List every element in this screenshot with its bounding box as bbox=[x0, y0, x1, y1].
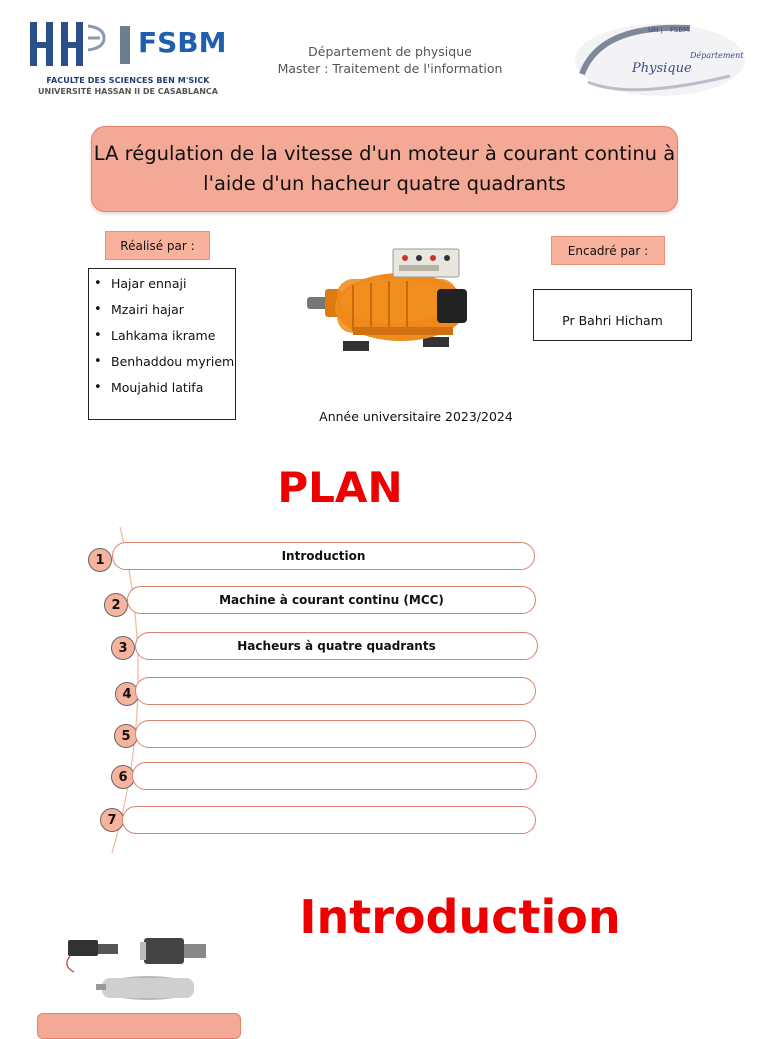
plan-number-badge: 5 bbox=[114, 724, 138, 748]
plan-number-badge: 3 bbox=[111, 636, 135, 660]
plan-item-5[interactable] bbox=[135, 720, 536, 748]
master-line: Master : Traitement de l'information bbox=[277, 61, 503, 76]
supervisor-name: Pr Bahri Hicham bbox=[562, 313, 663, 328]
student-name: • Lahkama ikrame bbox=[111, 323, 235, 349]
logo-divider-bar bbox=[120, 26, 130, 64]
students-list-box bbox=[88, 268, 236, 420]
plan-item-mcc[interactable]: Machine à courant continu (MCC) bbox=[127, 586, 536, 614]
student-name: • Benhaddou myriem bbox=[111, 349, 235, 375]
plan-item-6[interactable] bbox=[132, 762, 537, 790]
logo-departement-text: Département bbox=[690, 51, 744, 60]
motor-devices-image bbox=[58, 930, 228, 1010]
dc-motor-image bbox=[303, 245, 483, 360]
plan-title: PLAN bbox=[277, 463, 403, 512]
plan-item-hacheurs[interactable]: Hacheurs à quatre quadrants bbox=[135, 632, 538, 660]
plan-number-badge: 1 bbox=[88, 548, 112, 572]
plan-item-7[interactable] bbox=[122, 806, 536, 834]
student-name: • Moujahid latifa bbox=[111, 375, 235, 401]
academic-year: Année universitaire 2023/2024 bbox=[319, 409, 513, 424]
supervisor-box bbox=[533, 289, 692, 341]
plan-number-badge: 6 bbox=[111, 765, 135, 789]
department-line: Département de physique bbox=[308, 44, 472, 59]
encadre-par-label: Encadré par : bbox=[551, 236, 665, 265]
university-logo-icon bbox=[28, 20, 110, 72]
introduction-title: Introduction bbox=[299, 890, 621, 944]
plan-number-badge: 4 bbox=[115, 682, 139, 706]
department-info bbox=[260, 43, 520, 77]
plan-number-badge: 2 bbox=[104, 593, 128, 617]
plan-number-badge: 7 bbox=[100, 808, 124, 832]
student-name: • Hajar ennaji bbox=[111, 271, 235, 297]
svg-text:UH |: UH | bbox=[648, 26, 663, 34]
presentation-title: LA régulation de la vitesse d'un moteur à courant continu à l'aide d'un hacheur quatre quadrants bbox=[91, 126, 678, 212]
students-list bbox=[89, 269, 235, 401]
student-name: • Mzairi hajar bbox=[111, 297, 235, 323]
faculty-name: FACULTE DES SCIENCES BEN M'SICK bbox=[46, 76, 210, 85]
logo-fsbm-small: FSBM bbox=[670, 26, 690, 34]
fsbm-wordmark: FSBM bbox=[138, 26, 227, 59]
caption-box-bottom bbox=[37, 1013, 241, 1039]
plan-item-introduction[interactable]: Introduction bbox=[112, 542, 535, 570]
realise-par-label: Réalisé par : bbox=[105, 231, 210, 260]
logo-physique-text: Physique bbox=[632, 61, 692, 76]
plan-item-4[interactable] bbox=[135, 677, 536, 705]
physics-department-logo bbox=[570, 14, 750, 104]
university-name: UNIVERSITÉ HASSAN II DE CASABLANCA bbox=[38, 87, 218, 96]
